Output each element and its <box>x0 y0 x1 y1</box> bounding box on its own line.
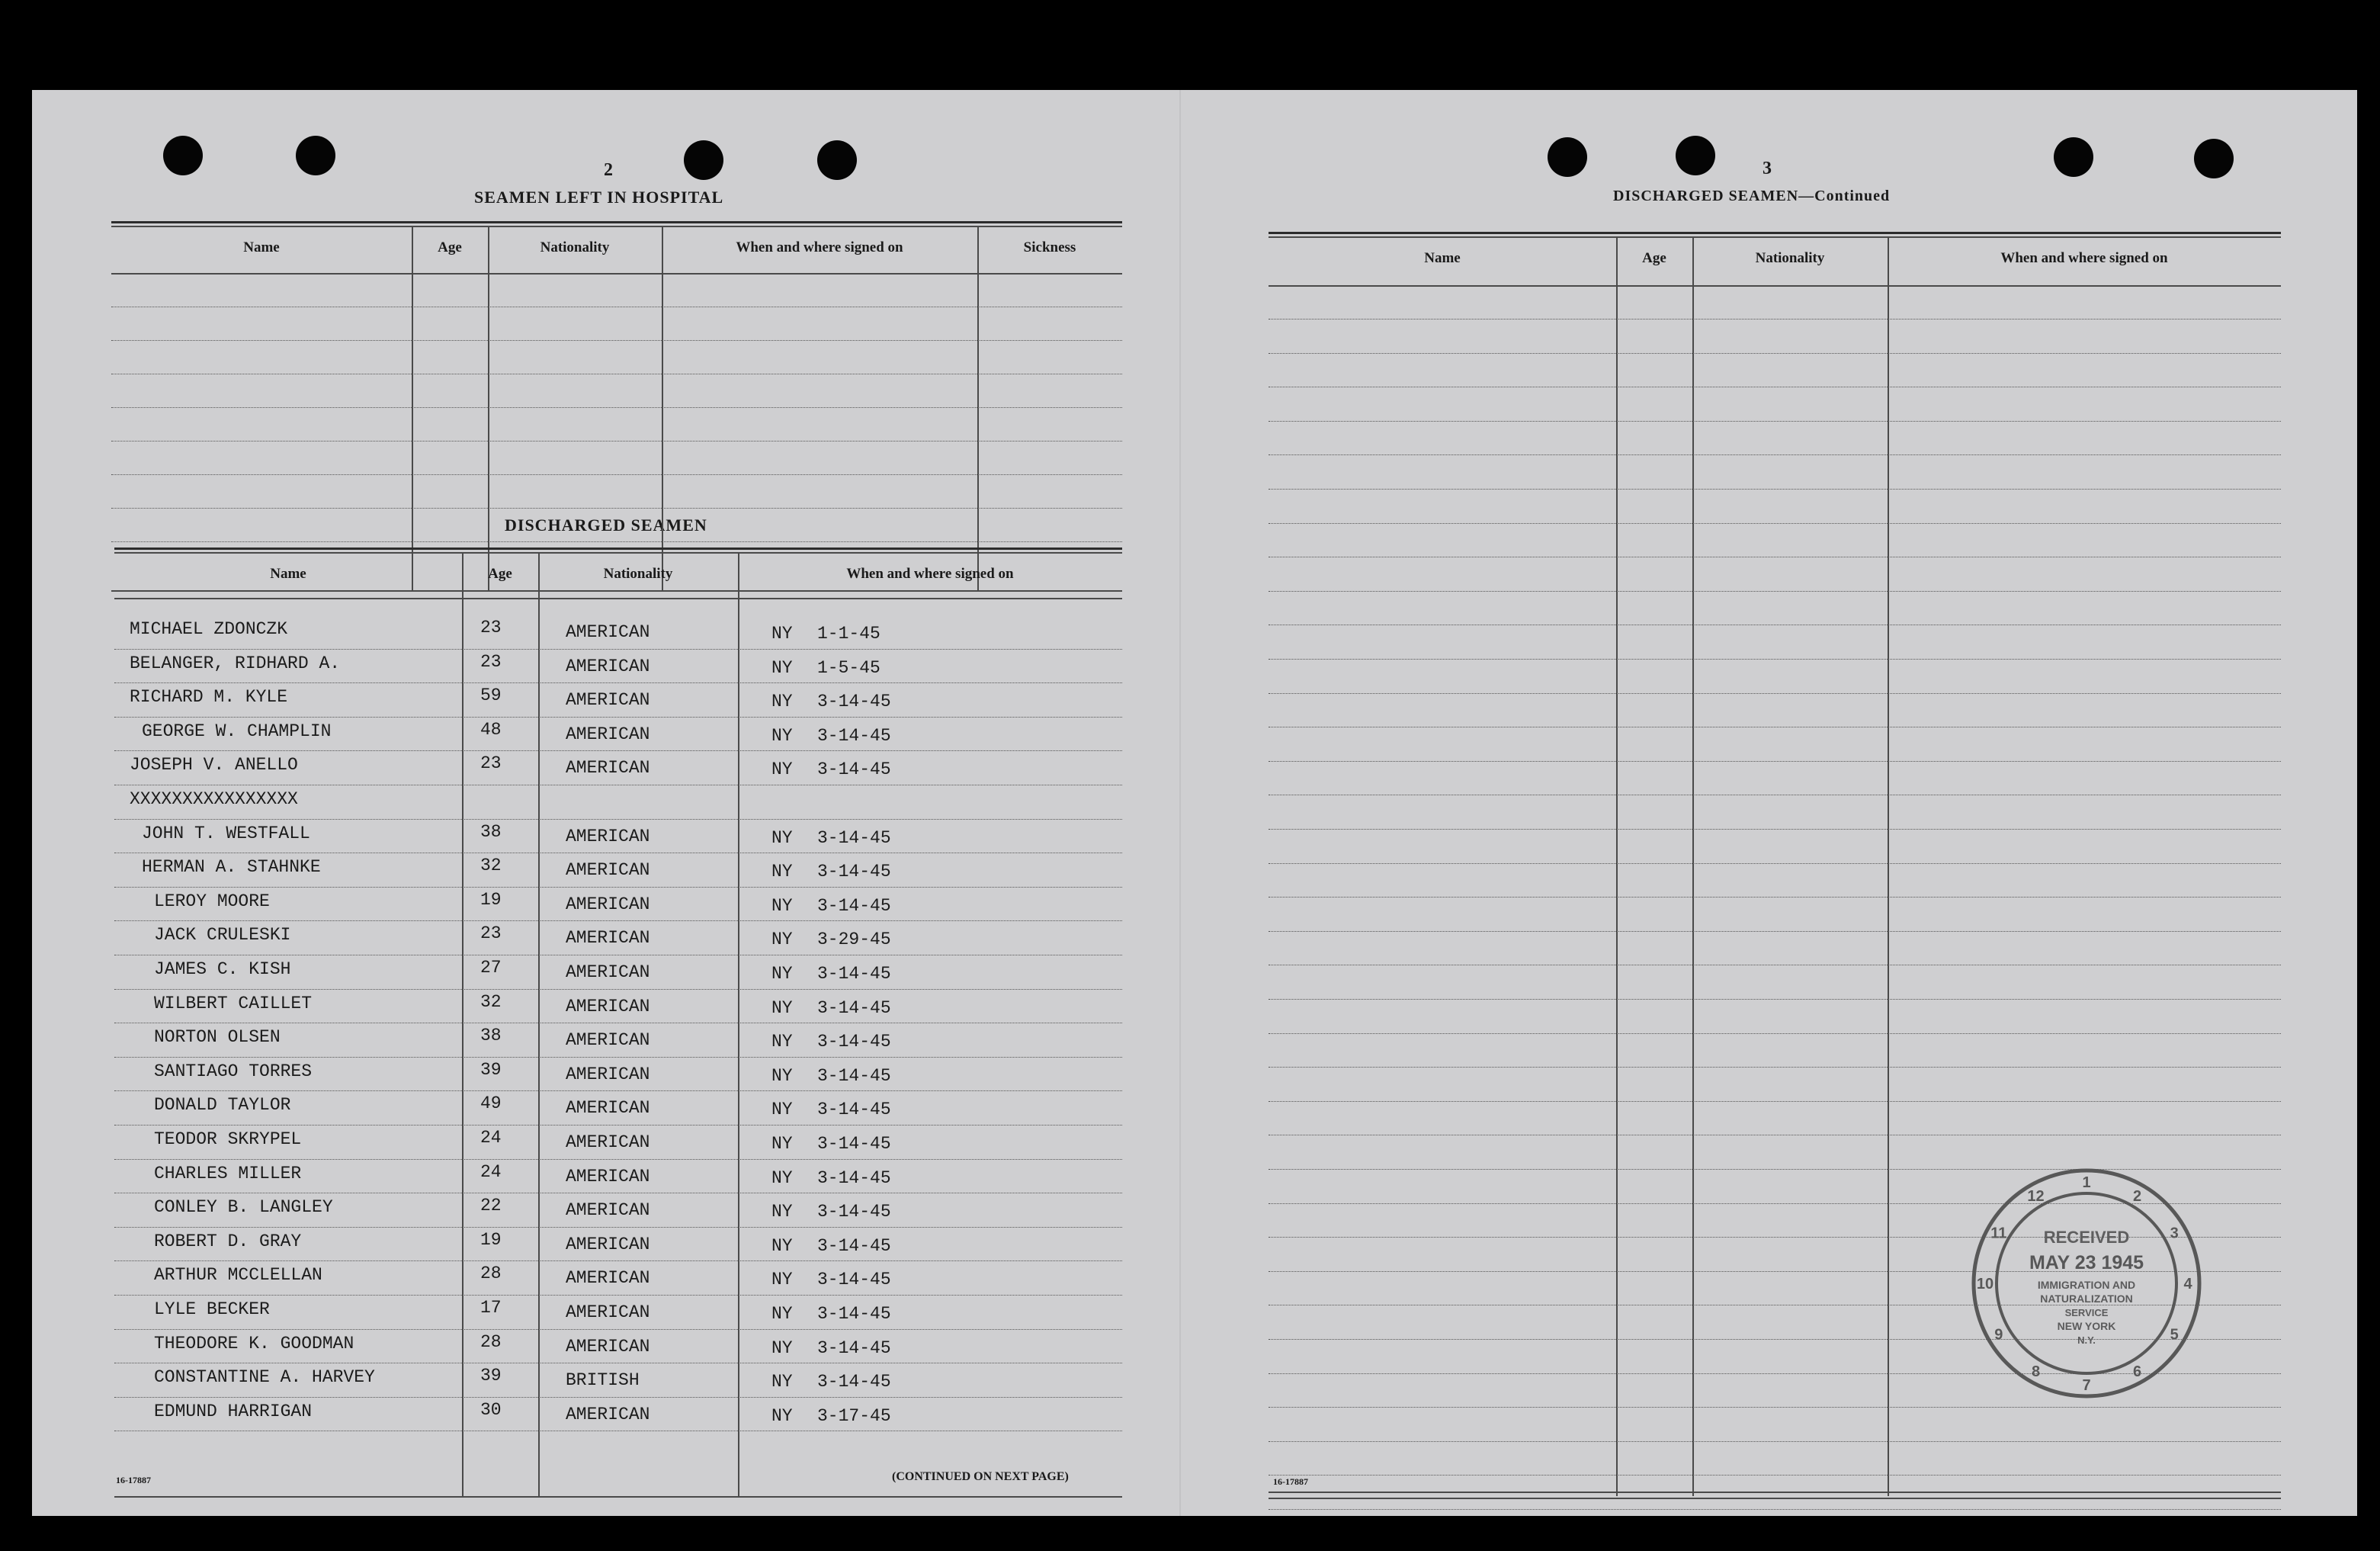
discharged-column-header: Name <box>270 566 306 582</box>
seaman-age: 28 <box>480 1331 502 1352</box>
seaman-name: THEODORE K. GOODMAN <box>154 1333 354 1354</box>
seaman-age: 22 <box>480 1196 502 1216</box>
signed-on-date: 3-14-45 <box>817 964 891 984</box>
signed-on-place: NY <box>771 862 793 882</box>
signed-on-date: 3-14-45 <box>817 1167 891 1188</box>
seaman-name: MICHAEL ZDONCZK <box>130 619 288 639</box>
stamp-ring-number: 4 <box>2183 1276 2192 1292</box>
continued-row-rule <box>1269 1033 2281 1034</box>
seaman-age: 32 <box>480 991 502 1012</box>
discharged-header-rule <box>114 598 1122 599</box>
seaman-age: 39 <box>480 1366 502 1386</box>
seaman-nationality: AMERICAN <box>566 928 650 949</box>
seaman-age: 23 <box>480 651 502 672</box>
continued-row-rule <box>1269 829 2281 830</box>
discharged-row-rule <box>114 1159 1122 1160</box>
signed-on-place: NY <box>771 997 793 1018</box>
discharged-top-rule <box>114 548 1122 550</box>
continued-top-rule <box>1269 232 2281 234</box>
hospital-row-rule <box>111 541 1122 542</box>
seaman-name: WILBERT CAILLET <box>154 993 313 1013</box>
seaman-name: LYLE BECKER <box>154 1299 270 1319</box>
discharged-column-divider <box>462 554 463 1496</box>
seaman-nationality: AMERICAN <box>566 656 650 676</box>
signed-on-date: 3-14-45 <box>817 1134 891 1154</box>
seaman-age: 48 <box>480 719 502 740</box>
discharged-row-rule <box>114 887 1122 888</box>
continued-row-rule <box>1269 1203 2281 1204</box>
signed-on-date: 3-14-45 <box>817 1065 891 1086</box>
seaman-nationality: AMERICAN <box>566 690 650 711</box>
continued-row-rule <box>1269 421 2281 422</box>
seaman-age: 27 <box>480 958 502 978</box>
stamp-ring-number: 5 <box>2170 1326 2179 1344</box>
continued-row-rule <box>1269 1475 2281 1476</box>
continued-column-divider <box>1616 238 1618 1496</box>
discharged-column-divider <box>738 554 739 1496</box>
seaman-nationality: AMERICAN <box>566 1030 650 1051</box>
seaman-nationality: AMERICAN <box>566 996 650 1016</box>
hospital-column-divider <box>662 227 663 590</box>
right-form-number: 16-17887 <box>1273 1476 1308 1487</box>
stamp-ring-number: 8 <box>2031 1363 2041 1381</box>
signed-on-date: 3-14-45 <box>817 827 891 848</box>
discharged-row-rule <box>114 819 1122 820</box>
stamp-agency-line2: NATURALIZATION <box>2040 1292 2133 1305</box>
stamp-ring-number: 3 <box>2170 1225 2179 1242</box>
signed-on-date: 3-14-45 <box>817 759 891 780</box>
continued-row-rule <box>1269 863 2281 864</box>
signed-on-date: 3-14-45 <box>817 1235 891 1256</box>
left-page-number: 2 <box>604 160 613 180</box>
seaman-age: 24 <box>480 1128 502 1148</box>
continued-row-rule <box>1269 897 2281 898</box>
signed-on-place: NY <box>771 692 793 712</box>
right-section-title: DISCHARGED SEAMEN—Continued <box>1613 188 1891 204</box>
discharged-row-rule <box>114 920 1122 921</box>
stamp-ring-number: 7 <box>2082 1377 2091 1394</box>
signed-on-place: NY <box>771 895 793 916</box>
signed-on-place: NY <box>771 964 793 984</box>
signed-on-place: NY <box>771 657 793 678</box>
continued-column-divider <box>1692 238 1694 1496</box>
stamp-state: N.Y. <box>2077 1334 2096 1346</box>
hospital-column-divider <box>488 227 489 590</box>
signed-on-date: 3-14-45 <box>817 997 891 1018</box>
continued-column-header: Age <box>1642 250 1666 266</box>
signed-on-place: NY <box>771 1134 793 1154</box>
left-form-number: 16-17887 <box>116 1475 151 1485</box>
seaman-age: 19 <box>480 1229 502 1250</box>
signed-on-place: NY <box>771 1235 793 1256</box>
seaman-nationality: AMERICAN <box>566 860 650 881</box>
seaman-nationality: AMERICAN <box>566 1336 650 1357</box>
seaman-age: 30 <box>480 1399 502 1420</box>
signed-on-place: NY <box>771 1372 793 1392</box>
continued-row-rule <box>1269 1271 2281 1272</box>
seaman-name: JAMES C. KISH <box>154 959 291 979</box>
signed-on-date: 3-14-45 <box>817 725 891 746</box>
continued-row-rule <box>1269 1339 2281 1340</box>
continued-bottom-rule <box>1269 1498 2281 1499</box>
signed-on-date: 3-14-45 <box>817 692 891 712</box>
seaman-name: HERMAN A. STAHNKE <box>142 857 321 878</box>
seaman-age: 28 <box>480 1264 502 1284</box>
seaman-age: 23 <box>480 618 502 637</box>
seaman-name: EDMUND HARRIGAN <box>154 1401 313 1421</box>
hospital-section-title: SEAMEN LEFT IN HOSPITAL <box>474 188 724 207</box>
continued-row-rule <box>1269 693 2281 694</box>
hospital-column-header: Name <box>243 239 280 255</box>
signed-on-date: 1-5-45 <box>817 657 880 678</box>
continued-row-rule <box>1269 1407 2281 1408</box>
continued-column-header: When and where signed on <box>2000 250 2168 266</box>
discharged-row-rule <box>114 1057 1122 1058</box>
seaman-name: NORTON OLSEN <box>154 1027 281 1048</box>
signed-on-date: 3-14-45 <box>817 895 891 916</box>
seaman-name: XXXXXXXXXXXXXXXX <box>130 789 298 809</box>
hospital-header-rule <box>111 273 1122 275</box>
seaman-nationality: AMERICAN <box>566 724 650 744</box>
hospital-column-header: Nationality <box>540 239 610 255</box>
seaman-nationality: AMERICAN <box>566 1404 650 1424</box>
hospital-column-header: Age <box>438 239 462 255</box>
stamp-agency-line1: IMMIGRATION AND <box>2037 1279 2136 1291</box>
continued-column-header: Nationality <box>1755 250 1825 266</box>
seaman-name: DONALD TAYLOR <box>154 1095 291 1116</box>
discharged-row-rule <box>114 1227 1122 1228</box>
signed-on-date: 3-14-45 <box>817 1100 891 1120</box>
seaman-nationality: AMERICAN <box>566 1234 650 1254</box>
seaman-nationality: AMERICAN <box>566 1200 650 1221</box>
seaman-age: 39 <box>480 1059 502 1080</box>
hospital-bottom-rule <box>111 590 1122 592</box>
signed-on-place: NY <box>771 827 793 848</box>
seaman-nationality: AMERICAN <box>566 1098 650 1119</box>
seaman-name: LEROY MOORE <box>154 891 270 911</box>
signed-on-place: NY <box>771 1270 793 1290</box>
stamp-ring-number: 2 <box>2132 1187 2142 1205</box>
punch-hole <box>1676 136 1715 175</box>
seaman-name: JOSEPH V. ANELLO <box>130 755 298 776</box>
signed-on-place: NY <box>771 1065 793 1086</box>
signed-on-date: 1-1-45 <box>817 624 880 644</box>
continued-row-rule <box>1269 523 2281 524</box>
stamp-ring-number: 9 <box>1994 1326 2003 1344</box>
discharged-top-rule <box>114 552 1122 554</box>
signed-on-date: 3-14-45 <box>817 862 891 882</box>
signed-on-date: 3-14-45 <box>817 1304 891 1324</box>
seaman-age: 49 <box>480 1093 502 1114</box>
signed-on-date: 3-14-45 <box>817 1372 891 1392</box>
seaman-nationality: AMERICAN <box>566 1064 650 1084</box>
discharged-section-title: DISCHARGED SEAMEN <box>505 515 707 535</box>
discharged-row-rule <box>114 717 1122 718</box>
stamp-received: RECEIVED <box>2043 1228 2130 1247</box>
discharged-column-header: Nationality <box>603 566 673 582</box>
continued-bottom-rule <box>1269 1492 2281 1493</box>
discharged-row-rule <box>114 1295 1122 1296</box>
discharged-row-rule <box>114 1090 1122 1091</box>
discharged-column-header: Age <box>488 566 512 582</box>
punch-hole <box>1548 137 1587 177</box>
punch-hole <box>163 136 203 175</box>
continued-row-rule <box>1269 1373 2281 1374</box>
seaman-nationality: AMERICAN <box>566 758 650 779</box>
stamp-date: MAY 23 1945 <box>2029 1252 2144 1273</box>
signed-on-date: 3-14-45 <box>817 1337 891 1358</box>
stamp-agency-line3: SERVICE <box>2064 1307 2109 1318</box>
signed-on-place: NY <box>771 759 793 780</box>
signed-on-place: NY <box>771 1405 793 1426</box>
discharged-row-rule <box>114 1125 1122 1126</box>
continued-row-rule <box>1269 761 2281 762</box>
seaman-name: RICHARD M. KYLE <box>130 687 288 708</box>
continued-row-rule <box>1269 489 2281 490</box>
seaman-name: CHARLES MILLER <box>154 1163 302 1183</box>
signed-on-place: NY <box>771 1167 793 1188</box>
seaman-name: TEODOR SKRYPEL <box>154 1129 302 1149</box>
punch-hole <box>817 140 857 180</box>
signed-on-date: 3-29-45 <box>817 930 891 950</box>
discharged-row-rule <box>114 750 1122 751</box>
continued-row-rule <box>1269 319 2281 320</box>
continued-row-rule <box>1269 999 2281 1000</box>
discharged-bottom-rule <box>114 1496 1122 1498</box>
seaman-name: JACK CRULESKI <box>154 925 291 946</box>
seaman-age: 23 <box>480 923 502 944</box>
hospital-row-rule <box>111 508 1122 509</box>
seaman-name: GEORGE W. CHAMPLIN <box>142 721 332 741</box>
right-page-number: 3 <box>1763 159 1772 178</box>
hospital-row-rule <box>111 407 1122 408</box>
signed-on-place: NY <box>771 1337 793 1358</box>
signed-on-date: 3-17-45 <box>817 1405 891 1426</box>
seaman-name: ARTHUR MCCLELLAN <box>154 1265 322 1286</box>
discharged-row-rule <box>114 1260 1122 1261</box>
discharged-row-rule <box>114 649 1122 650</box>
continued-column-divider <box>1888 238 1889 1496</box>
hospital-top-rule <box>111 226 1122 227</box>
discharged-row-rule <box>114 1397 1122 1398</box>
punch-hole <box>684 140 723 180</box>
hospital-column-divider <box>977 227 979 590</box>
continued-row-rule <box>1269 1169 2281 1170</box>
signed-on-date: 3-14-45 <box>817 1202 891 1222</box>
hospital-row-rule <box>111 474 1122 475</box>
discharged-row-rule <box>114 989 1122 990</box>
discharged-row-rule <box>114 1329 1122 1330</box>
seaman-name: SANTIAGO TORRES <box>154 1061 313 1081</box>
punch-hole <box>296 136 335 175</box>
seaman-age: 59 <box>480 686 502 706</box>
stamp-ring-number: 12 <box>2027 1187 2045 1205</box>
continued-row-rule <box>1269 659 2281 660</box>
seaman-age: 32 <box>480 856 502 876</box>
signed-on-place: NY <box>771 1032 793 1052</box>
seaman-nationality: AMERICAN <box>566 1268 650 1289</box>
seaman-nationality: AMERICAN <box>566 894 650 914</box>
seaman-age: 24 <box>480 1161 502 1182</box>
signed-on-date: 3-14-45 <box>817 1032 891 1052</box>
continued-header-rule <box>1269 285 2281 287</box>
stamp-city: NEW YORK <box>2057 1320 2116 1332</box>
seaman-nationality: BRITISH <box>566 1370 640 1391</box>
stamp-ring-number: 10 <box>1976 1276 1994 1292</box>
continued-row-rule <box>1269 353 2281 354</box>
seaman-name: JOHN T. WESTFALL <box>142 823 310 843</box>
hospital-top-rule <box>111 221 1122 223</box>
continued-row-rule <box>1269 1067 2281 1068</box>
stamp-ring-number: 6 <box>2132 1363 2142 1381</box>
seaman-age: 23 <box>480 753 502 774</box>
continued-row-rule <box>1269 591 2281 592</box>
signed-on-place: NY <box>771 930 793 950</box>
seaman-age: 38 <box>480 1026 502 1046</box>
signed-on-place: NY <box>771 1304 793 1324</box>
discharged-row-rule <box>114 682 1122 683</box>
continued-row-rule <box>1269 1441 2281 1442</box>
continued-footer: (CONTINUED ON NEXT PAGE) <box>892 1470 1069 1483</box>
seaman-age: 19 <box>480 889 502 910</box>
signed-on-place: NY <box>771 725 793 746</box>
document-sheet <box>32 90 2357 1516</box>
hospital-column-header: Sickness <box>1023 239 1076 255</box>
seaman-age: 38 <box>480 821 502 842</box>
seaman-name: CONSTANTINE A. HARVEY <box>154 1367 375 1388</box>
seaman-nationality: AMERICAN <box>566 826 650 846</box>
discharged-column-header: When and where signed on <box>846 566 1014 582</box>
continued-row-rule <box>1269 931 2281 932</box>
hospital-column-divider <box>412 227 413 590</box>
punch-hole <box>2194 139 2234 178</box>
signed-on-date: 3-14-45 <box>817 1270 891 1290</box>
seaman-nationality: AMERICAN <box>566 1132 650 1152</box>
signed-on-place: NY <box>771 1100 793 1120</box>
seaman-nationality: AMERICAN <box>566 1302 650 1322</box>
continued-row-rule <box>1269 1237 2281 1238</box>
seaman-name: BELANGER, RIDHARD A. <box>130 653 341 673</box>
continued-row-rule <box>1269 1101 2281 1102</box>
seaman-name: ROBERT D. GRAY <box>154 1231 302 1251</box>
continued-column-header: Name <box>1424 250 1461 266</box>
hospital-column-header: When and where signed on <box>736 239 903 255</box>
punch-hole <box>2054 137 2093 177</box>
continued-row-rule <box>1269 454 2281 455</box>
seaman-nationality: AMERICAN <box>566 622 650 642</box>
stamp-ring-number: 1 <box>2082 1174 2091 1191</box>
received-stamp <box>1968 1165 2205 1402</box>
discharged-column-divider <box>538 554 540 1496</box>
signed-on-place: NY <box>771 1202 793 1222</box>
seaman-nationality: AMERICAN <box>566 962 650 982</box>
seaman-nationality: AMERICAN <box>566 1166 650 1187</box>
continued-row-rule <box>1269 1509 2281 1510</box>
stamp-ring-number: 11 <box>1990 1225 2007 1242</box>
seaman-age: 17 <box>480 1298 502 1318</box>
hospital-row-rule <box>111 340 1122 341</box>
signed-on-place: NY <box>771 624 793 644</box>
continued-top-rule <box>1269 236 2281 238</box>
hospital-row-rule <box>111 441 1122 442</box>
seaman-name: CONLEY B. LANGLEY <box>154 1197 333 1218</box>
